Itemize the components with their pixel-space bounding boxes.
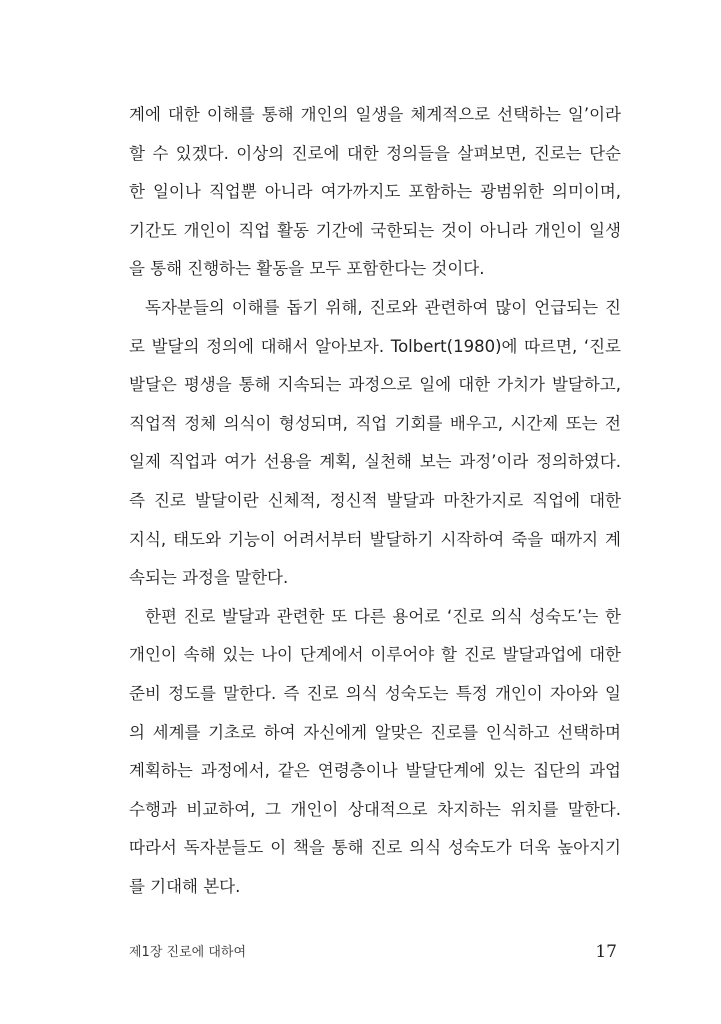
text-line: 수행과 비교하여, 그 개인이 상대적으로 차지하는 위치를 말한다. (129, 799, 621, 819)
text-line: 직업적 정체 의식이 형성되며, 직업 기회를 배우고, 시간제 또는 전 (129, 413, 621, 433)
text-line: 개인이 속해 있는 나이 단계에서 이루어야 할 진로 발달과업에 대한 (129, 645, 621, 665)
text-line: 속되는 과정을 말한다. (129, 568, 289, 588)
text-line: 즉 진로 발달이란 신체적, 정신적 발달과 마찬가지로 직업에 대한 (129, 490, 621, 510)
text-line: 한편 진로 발달과 관련한 또 다른 용어로 ‘진로 의식 성숙도’는 한 (145, 606, 621, 626)
text-line: 로 발달의 정의에 대해서 알아보자. Tolbert(1980)에 따르면, ‘진로 (129, 336, 621, 356)
text-line: 지식, 태도와 기능이 어려서부터 발달하기 시작하여 죽을 때까지 계 (129, 529, 621, 549)
text-line: 계획하는 과정에서, 같은 연령층이나 발달단계에 있는 집단의 과업 (129, 761, 621, 781)
text-line: 를 기대해 본다. (129, 876, 241, 896)
running-footer-chapter-title: 제1장 진로에 대하여 (129, 945, 246, 960)
text-line: 할 수 있겠다. 이상의 진로에 대한 정의들을 살펴보면, 진로는 단순 (129, 143, 621, 163)
text-line: 발달은 평생을 통해 지속되는 과정으로 일에 대한 가치가 발달하고, (129, 375, 621, 395)
text-line: 의 세계를 기초로 하여 자신에게 알맞은 진로를 인식하고 선택하며 (129, 722, 621, 742)
text-line: 을 통해 진행하는 활동을 모두 포함한다는 것이다. (129, 259, 485, 279)
text-line: 따라서 독자분들도 이 책을 통해 진로 의식 성숙도가 더욱 높아지기 (129, 838, 621, 858)
text-line: 기간도 개인이 직업 활동 기간에 국한되는 것이 아니라 개인이 일생 (129, 220, 621, 240)
page-number: 17 (595, 942, 617, 962)
text-line: 계에 대한 이해를 통해 개인의 일생을 체계적으로 선택하는 일’이라 (129, 105, 621, 124)
text-line: 준비 정도를 말한다. 즉 진로 의식 성숙도는 특정 개인이 자아와 일 (129, 683, 621, 703)
body-text (129, 96, 621, 906)
text-line: 독자분들의 이해를 돕기 위해, 진로와 관련하여 많이 언급되는 진 (145, 297, 621, 317)
text-line: 한 일이나 직업뿐 아니라 여가까지도 포함하는 광범위한 의미이며, (129, 182, 621, 202)
text-line: 일제 직업과 여가 선용을 계획, 실천해 보는 과정’이라 정의하였다. (129, 452, 621, 472)
